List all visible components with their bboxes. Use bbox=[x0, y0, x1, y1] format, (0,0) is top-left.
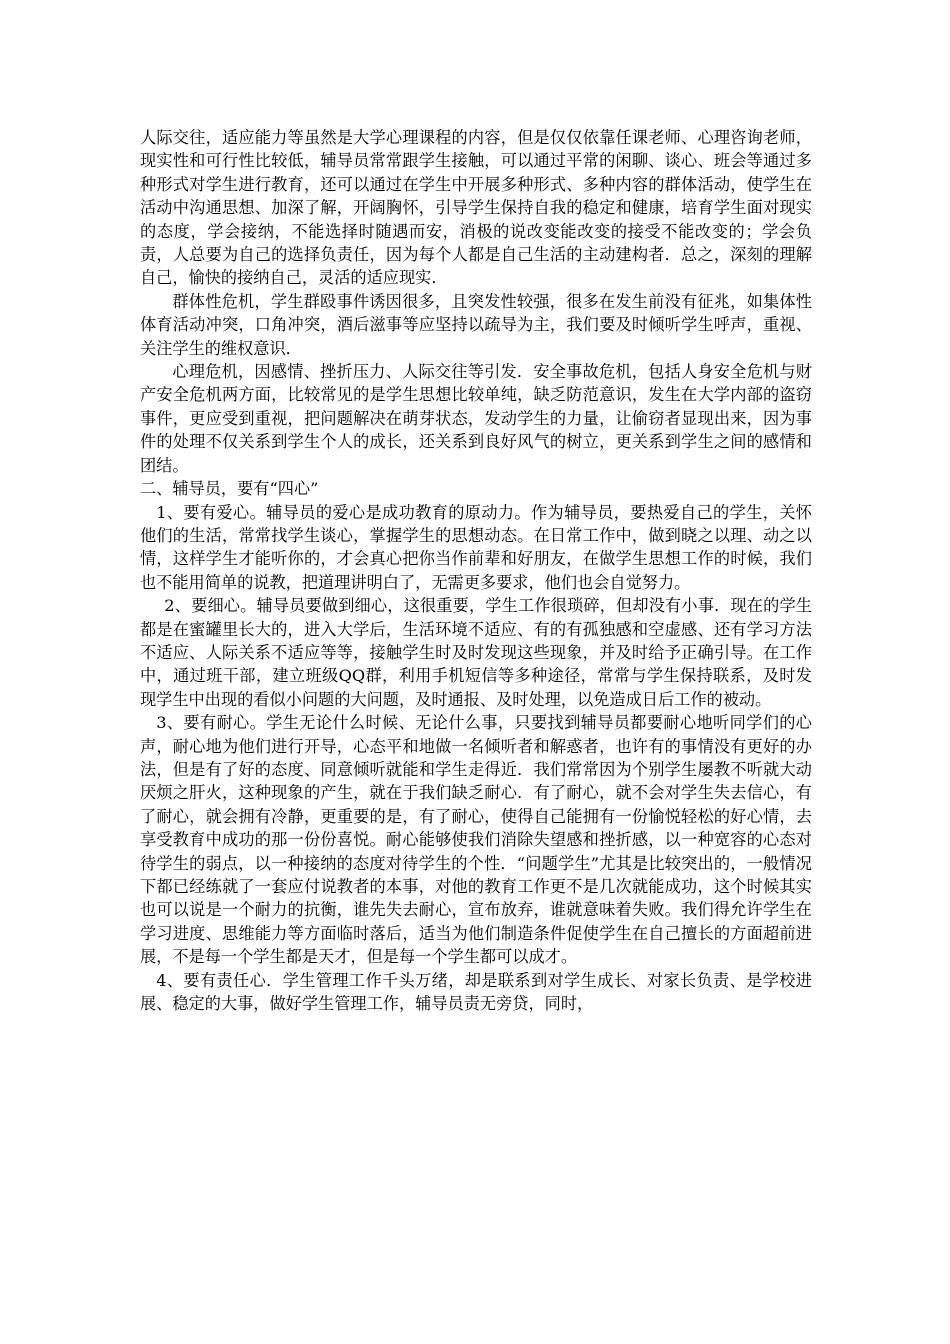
paragraph-patience: 3、要有耐心。学生无论什么时候、无论什么事，只要找到辅导员都要耐心地听同学们的心声，耐心地为他们进行开导，心态平和地做一名倾听者和解惑者，也许有的事情没有更好的办法，但是有了好的态度、同意倾听就能和学生走得近．我们常常因为个别学生屡教不听就大动厌烦之肝火，这种现象的产生，就在于我们缺乏耐心．有了耐心，就不会对学生失去信心，有了耐心，就会拥有冷静，更重要的是，有了耐心，使得自己能拥有一份愉悦轻松的好心情，去享受教育中成功的那一份份喜悦。耐心能够使我们消除失望感和挫折感，以一种宽容的心态对待学生的弱点，以一种接纳的态度对待学生的个性．“问题学生”尤其是比较突出的，一般情况下都已经练就了一套应付说教者的本事，对他的教育工作更不是几次就能成功，这个时候其实也可以说是一个耐力的抗衡，谁先失去耐心，宣布放弃，谁就意味着失败。我们得允许学生在学习进度、思维能力等方面临时落后，适当为他们制造条件促使学生在自己擅长的方面超前进展，不是每一个学生都是天才，但是每一个学生都可以成才。 bbox=[140, 713, 812, 967]
paragraph-responsibility: 4、要有责任心．学生管理工作千头万绪，却是联系到对学生成长、对家长负责、是学校进展、稳定的大事，做好学生管理工作，辅导员责无旁贷，同时， bbox=[140, 970, 812, 1014]
document-body bbox=[140, 126, 812, 1015]
section-heading-four-hearts: 二、辅导员，要有“四心” bbox=[140, 479, 319, 499]
paragraph-adaptation: 人际交往，适应能力等虽然是大学心理课程的内容，但是仅仅依靠任课老师、心理咨询老师，现实性和可行性比较低，辅导员常常跟学生接触，可以通过平常的闲聊、谈心、班会等通过多种形式对学生进行教育，还可以通过在学生中开展多种形式、多种内容的群体活动，使学生在活动中沟通思想、加深了解，开阔胸怀，引导学生保持自我的稳定和健康，培育学生面对现实的态度，学会接纳，不能选择时随遇而安，消极的说改变能改变的接受不能改变的；学会负责，人总要为自己的选择负责任，因为每个人都是自己生活的主动建构者．总之，深刻的理解自己，愉快的接纳自己，灵活的适应现实． bbox=[140, 128, 812, 288]
paragraph-carefulness: 2、要细心。辅导员要做到细心，这很重要，学生工作很琐碎，但却没有小事．现在的学生都是在蜜罐里长大的，进入大学后，生活环境不适应、有的有孤独感和空虚感、还有学习方法不适应、人际关系不适应等等，接触学生时及时发现这些现象，并及时给予正确引导。在工作中，通过班干部，建立班级QQ群，利用手机短信等多种途径，常常与学生保持联系，及时发现学生中出现的看似小问题的大问题，及时通报、及时处理，以免造成日后工作的被动。 bbox=[140, 596, 812, 709]
paragraph-psychological-crisis: 心理危机，因感情、挫折压力、人际交往等引发．安全事故危机，包括人身安全危机与财产安全危机两方面，比较常见的是学生思想比较单纯，缺乏防范意识，发生在大学内部的盗窃事件，更应受到重视，把问题解决在萌芽状态，发动学生的力量，让偷窃者显现出来，因为事件的处理不仅关系到学生个人的成长，还关系到良好风气的树立，更关系到学生之间的感情和团结。 bbox=[140, 362, 812, 475]
paragraph-group-crisis: 群体性危机，学生群殴事件诱因很多，且突发性较强，很多在发生前没有征兆，如集体性体育活动冲突，口角冲突，酒后滋事等应坚持以疏导为主，我们要及时倾听学生呼声，重视、关注学生的维权意识． bbox=[140, 291, 812, 358]
paragraph-love: 1、要有爱心。辅导员的爱心是成功教育的原动力。作为辅导员，要热爱自己的学生，关怀他们的生活，常常找学生谈心，掌握学生的思想动态。在日常工作中，做到晓之以理、动之以情，这样学生才能听你的，才会真心把你当作前辈和好朋友，在做学生思想工作的时候，我们也不能用简单的说教，把道理讲明白了，无需更多要求，他们也会自觉努力。 bbox=[140, 502, 812, 592]
